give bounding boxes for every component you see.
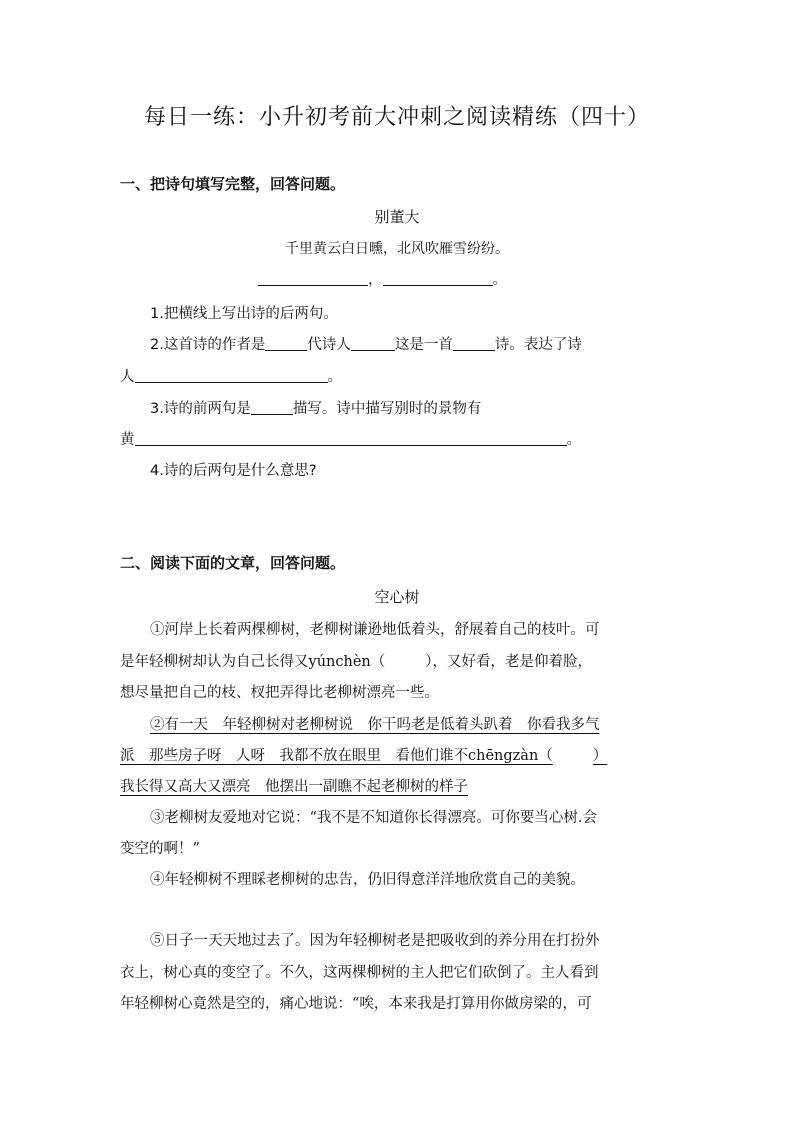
page-title: 每日一练：小升初考前大冲刺之阅读精练（四十） [143,105,650,130]
paragraph-3-line2: 变空的啊！” [120,841,200,857]
paragraph-5-line1: ⑤日子一天天地过去了。因为年轻柳树老是把吸收到的养分用在打扮外 [150,933,600,949]
q2-poet-blank[interactable] [351,336,395,351]
q2-text-e: 人 [120,369,135,385]
q2-text-b: 代诗人 [307,337,351,353]
p1-text-b: ），又好看，老是仰着脸， [425,654,592,670]
section1-heading: 一、把诗句填写完整，回答问题。 [120,175,346,193]
paragraph-2-line1: ②有一天 年轻柳树对老柳树说 你干吗老是低着头趴着 你看我多气 [150,717,600,733]
article-title: 空心树 [374,588,420,606]
q3-text-c: 黄 [120,432,135,448]
question-4: 4.诗的后两句是什么意思? [150,463,317,479]
poem-title: 别董大 [374,208,420,226]
p2-text-a: 派 那些房子呀 人呀 我都不放在眼里 看他们谁不chēngzàn（ [120,748,553,764]
poem-blank-row [258,268,507,289]
question-1: 1.把横线上写出诗的后两句。 [150,306,338,322]
question-2-line1 [150,333,582,354]
paragraph-5-line2: 衣上，树心真的变空了。不久，这两棵柳树的主人把它们砍倒了。主人看到 [120,965,599,981]
section2-heading: 二、阅读下面的文章，回答问题。 [120,554,346,572]
paragraph-4-line1: ④年轻柳树不理睬老柳树的忠告，仍旧得意洋洋地欣赏自己的美貌。 [150,872,585,888]
paragraph-1-line2 [120,650,592,671]
q2-text-d: 诗。表达了诗 [494,337,582,353]
paragraph-2-line3: 我长得又高大又漂亮 他摆出一副瞧不起老柳树的样子 [120,779,468,795]
q2-type-blank[interactable] [453,336,495,351]
paragraph-2-line2 [120,744,607,765]
poem-period: 。 [492,272,507,288]
q2-emotion-blank[interactable] [135,368,328,383]
paragraph-1-line3: 想尽量把自己的枝、杈把弄得比老柳树漂亮一些。 [120,685,439,701]
paragraph-5-line3: 年轻柳树心竟然是空的，痛心地说：“唉，本来我是打算用你做房梁的，可 [120,996,592,1012]
p1-text-a: 是年轻柳树却认为自己长得又yúnchèn（ [120,654,386,670]
poem-comma: ， [368,272,383,288]
q2-dynasty-blank[interactable] [265,336,307,351]
q2-text-a: 2.这首诗的作者是 [150,337,266,353]
q2-text-c: 这是一首 [394,337,453,353]
p2-text-b: ） [592,748,608,764]
paragraph-1-line1: ①河岸上长着两棵柳树，老柳树谦逊地低着头，舒展着自己的枝叶。可 [150,622,600,638]
paragraph-3-line1: ③老柳树友爱地对它说：“我不是不知道你长得漂亮。可你要当心树.会 [150,810,598,826]
q3-scenery-blank[interactable] [135,431,567,446]
question-3-line2 [120,428,581,449]
poem-line4-blank[interactable] [383,271,493,286]
q3-text-b: 描写。诗中描写别时的景物有 [292,401,482,417]
q3-end: 。 [566,432,581,448]
poem-line3-blank[interactable] [258,271,368,286]
question-2-line2 [120,365,342,386]
poem-first-lines: 千里黄云白日曛，北风吹雁雪纷纷。 [285,241,509,257]
q2-end: 。 [327,369,342,385]
q3-text-a: 3.诗的前两句是 [150,401,251,417]
q3-method-blank[interactable] [251,400,293,415]
question-3-line1 [150,397,481,418]
